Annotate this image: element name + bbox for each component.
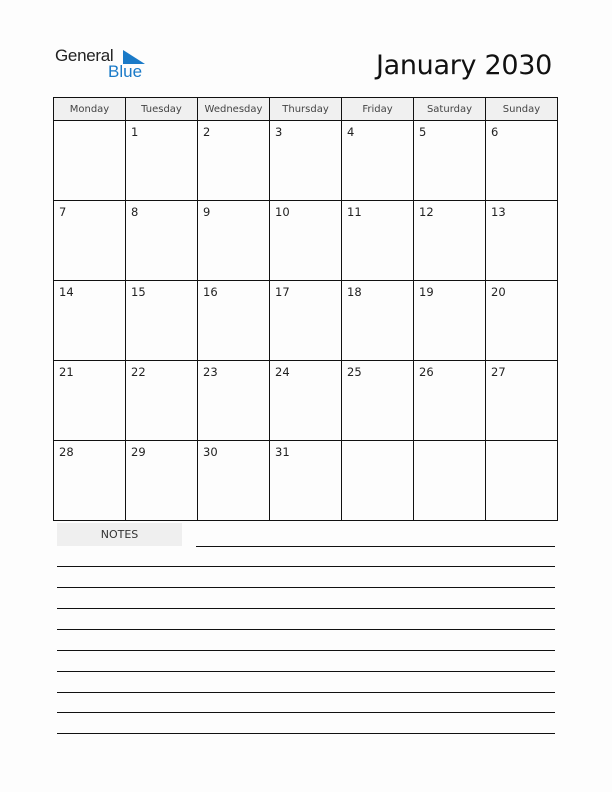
day-cell: 2 — [198, 121, 270, 201]
day-cell: 14 — [54, 281, 126, 361]
day-cell: 6 — [486, 121, 558, 201]
week-row — [54, 121, 558, 201]
day-cell — [486, 441, 558, 521]
page-title: January 2030 — [375, 50, 552, 81]
day-cell: 22 — [126, 361, 198, 441]
day-cell: 1 — [126, 121, 198, 201]
day-cell: 8 — [126, 201, 198, 281]
day-cell: 10 — [270, 201, 342, 281]
weekday-header: Tuesday — [126, 98, 198, 121]
weekday-header: Friday — [342, 98, 414, 121]
notes-label: NOTES — [57, 523, 182, 546]
week-row — [54, 361, 558, 441]
day-cell — [342, 441, 414, 521]
day-cell: 11 — [342, 201, 414, 281]
day-cell: 13 — [486, 201, 558, 281]
day-cell: 5 — [414, 121, 486, 201]
weekday-header: Thursday — [270, 98, 342, 121]
day-cell: 19 — [414, 281, 486, 361]
week-row — [54, 441, 558, 521]
day-cell: 23 — [198, 361, 270, 441]
notes-line — [57, 692, 555, 693]
day-cell — [54, 121, 126, 201]
day-cell: 16 — [198, 281, 270, 361]
day-cell: 7 — [54, 201, 126, 281]
notes-line — [57, 733, 555, 734]
logo — [55, 46, 155, 86]
day-cell: 30 — [198, 441, 270, 521]
weekday-header: Wednesday — [198, 98, 270, 121]
day-cell: 24 — [270, 361, 342, 441]
day-cell: 28 — [54, 441, 126, 521]
notes-line — [57, 650, 555, 651]
day-cell: 25 — [342, 361, 414, 441]
logo-blue-text: Blue — [108, 62, 143, 81]
notes-line — [196, 546, 555, 547]
weekday-header: Saturday — [414, 98, 486, 121]
day-cell: 9 — [198, 201, 270, 281]
notes-line — [57, 587, 555, 588]
day-cell: 3 — [270, 121, 342, 201]
notes-line — [57, 629, 555, 630]
day-cell: 20 — [486, 281, 558, 361]
notes-line — [57, 671, 555, 672]
week-row — [54, 281, 558, 361]
day-cell: 18 — [342, 281, 414, 361]
day-cell: 21 — [54, 361, 126, 441]
calendar-grid — [53, 97, 558, 521]
notes-line — [57, 566, 555, 567]
day-cell: 4 — [342, 121, 414, 201]
day-cell: 17 — [270, 281, 342, 361]
week-row — [54, 201, 558, 281]
day-cell: 31 — [270, 441, 342, 521]
day-cell: 29 — [126, 441, 198, 521]
notes-line — [57, 608, 555, 609]
day-cell: 27 — [486, 361, 558, 441]
day-cell — [414, 441, 486, 521]
day-cell: 26 — [414, 361, 486, 441]
day-cell: 15 — [126, 281, 198, 361]
weekday-header-row — [54, 98, 558, 121]
weekday-header: Sunday — [486, 98, 558, 121]
day-cell: 12 — [414, 201, 486, 281]
logo-general-text: General — [55, 46, 114, 65]
weekday-header: Monday — [54, 98, 126, 121]
notes-line — [57, 712, 555, 713]
